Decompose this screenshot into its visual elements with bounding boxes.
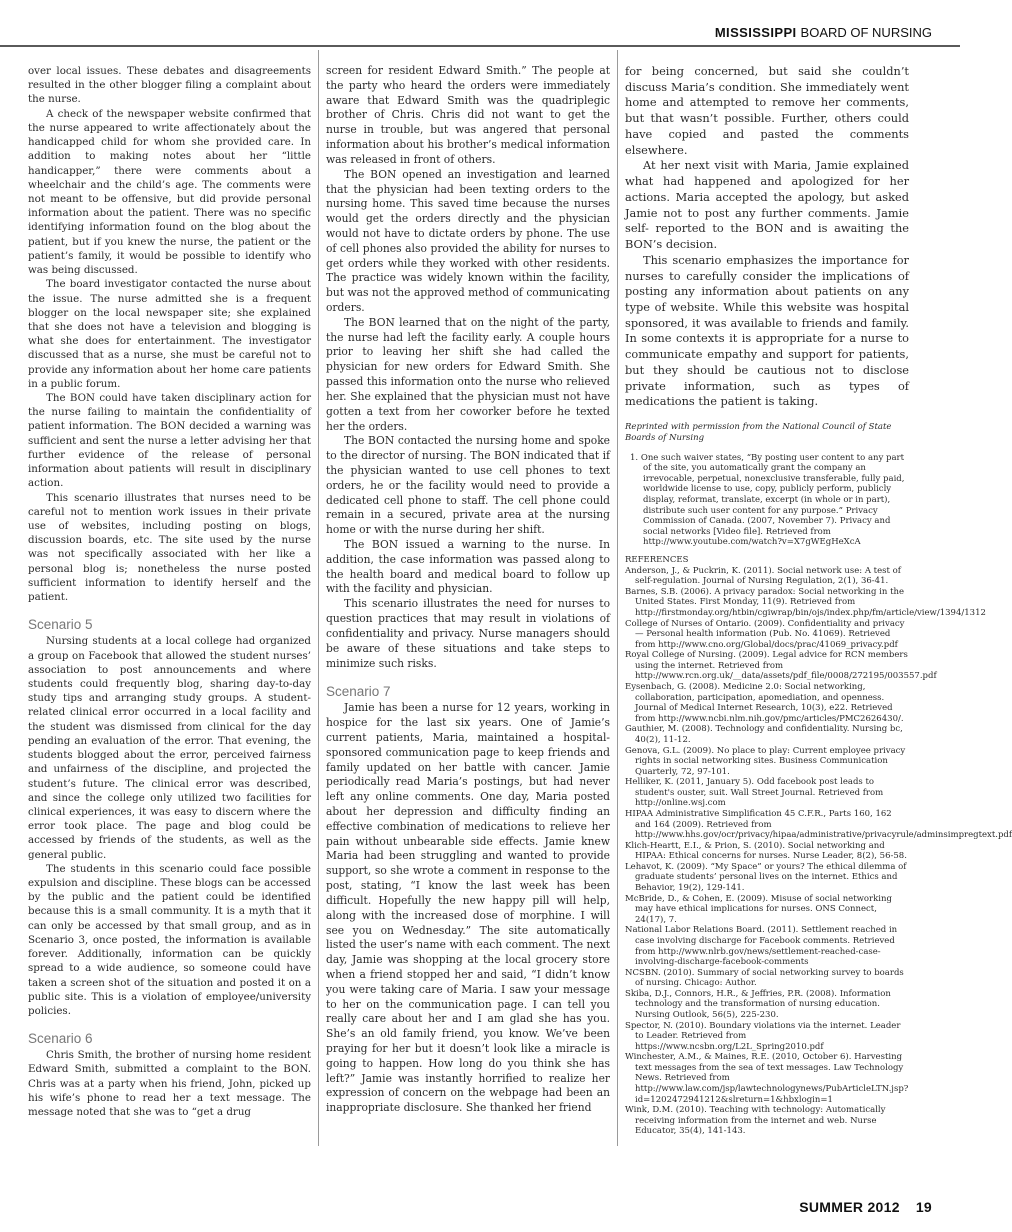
column-3	[625, 64, 1012, 1154]
paragraph: This scenario emphasizes the importance for nurses to carefully consider the implications of posting any information about patients on any type of website. While this website was hospital sponsored, it was available to friends and family. In some contexts it is appropriate for a nurse to communicate empathy and support for patients, but they should be cautious not to disclose private information, such as types of medications the patient is taking.	[625, 252, 909, 409]
reference-item: NCSBN. (2010). Summary of social networking survey to boards of nursing. Chicago: Author.	[625, 967, 904, 989]
reference-item: Genova, G.L. (2009). No place to play: Current employee privacy rights in social networking sites. Business Communication Quarterly, 72, 97-101.	[625, 745, 906, 777]
paragraph: Nursing students at a local college had organized a group on Facebook that allowed the student nurses’ association to post announcements and where students could frequently blog, sharing day-to-day study tips and arranging study groups. A student-related clinical error occurred in a local facility and the student was dismissed from clinical for the day pending an evaluation of the error. That evening, the students blogged about the error, perceived fairness and unfairness of the discipline, and projected the student’s future. The clinical error was described, and since the college only utilized two facilities for clinical experiences, it was easy to discern where the error took place. The page and blog could be accessed by friends of the students, as well as the general public.	[28, 635, 311, 861]
reference-item: College of Nurses of Ontario. (2009). Confidentiality and privacy — Personal health information (Pub. No. 41069). Retrieved from http://www.cno.org/Global/docs/prac/41069_privacy.pdf	[625, 618, 905, 650]
paragraph: This scenario illustrates that nurses need to be careful not to mention work issues in their private use of websites, including posting on blogs, discussion boards, etc. The site used by the nurse was not specifically associated with her like a personal blog is; nonetheless the nurse posted sufficient information to identify herself and the patient.	[28, 491, 311, 604]
paragraph: The BON contacted the nursing home and spoke to the director of nursing. The BON indicated that if the physician wanted to use cell phones to text orders, he or the facility would need to provide a dedicated cell phone to staff. The cell phone could remain in a secured, private area at the nursing home or with the nurse during her shift.	[326, 434, 610, 537]
reference-item: McBride, D., & Cohen, E. (2009). Misuse of social networking may have ethical implications for nurses. ONS Connect, 24(17), 7.	[625, 893, 892, 925]
paragraph: Chris Smith, the brother of nursing home resident Edward Smith, submitted a complaint to the BON. Chris was at a party when his friend, John, picked up his wife’s phone to read her a text message. The message noted that she was to “get a drug	[28, 1049, 311, 1119]
reference-item: Anderson, J., & Puckrin, K. (2011). Social network use: A test of self-regulation. Journal of Nursing Regulation, 2(1), 36-41.	[625, 565, 901, 587]
paragraph: At her next visit with Maria, Jamie explained what had happened and apologized for her actions. Maria accepted the apology, but asked Jamie not to post any further comments. Jamie self- reported to the BON and is awaiting the BON’s decision.	[625, 158, 909, 252]
reference-item: Helliker, K. (2011, January 5). Odd facebook post leads to student's ouster, suit. Wall Street Journal. Retrieved from http://online.wsj.com	[625, 777, 884, 809]
column-1	[28, 64, 311, 1140]
issue-label: SUMMER 2012	[799, 1199, 900, 1215]
publication-title-bold: MISSISSIPPI	[714, 25, 797, 40]
paragraph: The BON issued a warning to the nurse. In addition, the case information was passed along to the health board and medical board to follow up with the facility and physician.	[326, 538, 610, 596]
publication-title-rest: BOARD OF NURSING	[800, 25, 932, 40]
paragraph: The board investigator contacted the nurse about the issue. The nurse admitted she is a frequent blogger on the local newspaper site; she explained that she does not have a television and blogging is what she does for entertainment. The investigator discussed that as a nurse, she must be careful not to provide any information about her home care patients in a public forum.	[28, 278, 311, 390]
reference-item: Gauthier, M. (2008). Technology and confidentiality. Nursing bc, 40(2), 11-12.	[625, 724, 903, 745]
reference-item: Winchester, A.M., & Maines, R.E. (2010, October 6). Harvesting text messages from the sea of text messages. Law Technology News. Retrieved from http://www.law.com/jsp/lawtechnologynews/PubArticleLTN.jsp?id=1202472941212&slreturn=1&hbxlogin=1	[625, 1052, 909, 1105]
column-divider	[617, 50, 618, 1146]
page-number: 19	[915, 1199, 932, 1215]
column-2	[326, 64, 610, 1154]
reference-item: Spector, N. (2010). Boundary violations via the internet. Leader to Leader. Retrieved from https://www.ncsbn.org/L2L_Spring2010.pdf	[625, 1020, 901, 1052]
paragraph: The BON opened an investigation and learned that the physician had been texting orders to the nursing home. This saved time because the nurses would get the orders directly and the physician would not have to dictate orders by phone. The use of cell phones also provided the ability for nurses to get orders while they worked with other residents. The practice was widely known within the facility, but was not the approved method of communicating orders.	[326, 167, 610, 314]
paragraph: Jamie has been a nurse for 12 years, working in hospice for the last six years. One of Jamie’s current patients, Maria, maintained a hospital-sponsored communication page to keep friends and family updated on her battle with cancer. Jamie periodically read Maria’s postings, but had never left any online comments. One day, Maria posted about her depression and difficulty finding an effective combination of medications to relieve her pain without unbearable side effects. Jamie knew Maria had been struggling and wanted to provide support, so she wrote a comment in response to the post, stating, “I know the last week has been difficult. Hopefully the new happy pill will help, along with the increased dose of morphine. I will see you on Wednesday.” The site automatically listed the user’s name with each comment. The next day, Jamie was shopping at the local grocery store when a friend stopped her and said, “I didn’t know you were taking care of Maria. I saw your message to her on the communication page. I can tell you really care about her and I am glad she has you. She’s an old family friend, you know. We’ve been praying for her but it doesn’t look like a miracle is going to happen. How long do you think she has left?” Jamie was instantly horrified to realize her expression of concern on the webpage had been an inappropriate disclosure. She thanked her friend	[326, 701, 610, 1115]
column-divider	[318, 50, 319, 1146]
page-header	[0, 0, 960, 48]
paragraph: screen for resident Edward Smith.” The people at the party who heard the orders were immediately aware that Edward Smith was the quadriplegic brother of Chris. Chris did not want to get the nurse in trouble, but was angered that personal information about his brother’s medical information was released in front of others.	[326, 64, 610, 166]
publication-title	[715, 25, 932, 40]
reference-item: Barnes, S.B. (2006). A privacy paradox: Social networking in the United States. First Monday, 11(9). Retrieved from http://firstmonday.org/htbin/cgiwrap/bin/ojs/index.php/fm/article/view/1394/1312	[625, 586, 986, 619]
paragraph: for being concerned, but said she couldn’t discuss Maria’s condition. She immediately went home and attempted to remove her comments, but that wasn’t possible. Further, others could have copied and pasted the comments elsewhere.	[625, 64, 909, 157]
reference-item: Royal College of Nursing. (2009). Legal advice for RCN members using the internet. Retrieved from http://www.rcn.org.uk/__data/assets/pdf_file/0008/272195/003557.pdf	[625, 650, 937, 682]
reprint-credit: Reprinted with permission from the National Council of State Boards of Nursing	[625, 422, 892, 443]
footnote: 1. One such waiver states, “By posting user content to any part of the site, you automatically grant the company an irrevocable, perpetual, nonexclusive transferable, fully paid, worldwide license to use, copy, publicly perform, publicly display, reformat, translate, excerpt (in whole or in part), distribute such user content for any purpose.” Privacy Commission of Canada. (2007, November 7). Privacy and social networks [Video file]. Retrieved from http://www.youtube.com/watch?v=X7gWEgHeXcA	[630, 452, 905, 548]
paragraph: This scenario illustrates the need for nurses to question practices that may result in violations of confidentiality and privacy. Nurse managers should be aware of these situations and take steps to minimize such risks.	[326, 597, 610, 670]
page-footer	[799, 1199, 932, 1215]
reference-item: HIPAA Administrative Simplification 45 C.F.R., Parts 160, 162 and 164 (2009). Retrieved from http://www.hhs.gov/ocr/privacy/hipaa/administrative/privacyrule/adminsimpregtext.pdf	[625, 809, 1012, 841]
paragraph: The BON could have taken disciplinary action for the nurse failing to maintain the confidentiality of patient information. The BON decided a warning was sufficient and sent the nurse a letter advising her that further evidence of the release of personal information about patients will result in disciplinary action.	[28, 392, 311, 490]
reference-item: Skiba, D.J., Connors, H.R., & Jeffries, P.R. (2008). Information technology and the transformation of nursing education. Nursing Outlook, 56(5), 225-230.	[625, 988, 891, 1020]
reference-item: Wink, D.M. (2010). Teaching with technology: Automatically receiving information from the internet and web. Nurse Educator, 35(4), 141-143.	[625, 1105, 886, 1137]
header-rule	[0, 45, 960, 47]
reference-item: National Labor Relations Board. (2011). Settlement reached in case involving discharge for Facebook comments. Retrieved from http://www.nlrb.gov/news/settlement-reached-case-involving-discharge-facebook-comments	[625, 925, 898, 968]
paragraph: The students in this scenario could face possible expulsion and discipline. These blogs can be accessed by the public and the patient could be identified because this is a small community. It is a myth that it can only be accessed by that small group, and as in Scenario 3, once posted, the information is available forever. Additionally, information can be quickly spread to a wide audience, so someone could have taken a screen shot of the situation and posted it on a public site. This is a violation of employee/university policies.	[28, 862, 311, 1017]
paragraph: A check of the newspaper website confirmed that the nurse appeared to write affectionately about the handicapped child for whom she provided care. In addition to making notes about her “little handicapper,” there were comments about a wheelchair and the child’s age. The comments were not meant to be offensive, but did provide personal information about the patient. There was no specific identifying information found on the blog about the patient, but if you knew the nurse, the patient or the patient’s family, it would be possible to identify who was being discussed.	[28, 107, 311, 277]
references-list	[625, 565, 1012, 1137]
reference-item: Eysenbach, G. (2008). Medicine 2.0: Social networking, collaboration, participation, apomediation, and openness. Journal of Medical Internet Research, 10(3), e22. Retrieved from http://www.ncbi.nlm.nih.gov/pmc/articles/PMC2626430/.	[625, 682, 904, 724]
scenario-7-heading: Scenario 7	[326, 684, 391, 700]
paragraph: over local issues. These debates and disagreements resulted in the other blogger filing a complaint about the nurse.	[28, 65, 311, 106]
scenario-5-heading: Scenario 5	[28, 617, 93, 633]
reference-item: Lehavot, K. (2009). “My Space” or yours? The ethical dilemma of graduate students’ personal lives on the internet. Ethics and Behavior, 19(2), 129-141.	[625, 861, 907, 894]
scenario-6-heading: Scenario 6	[28, 1031, 93, 1047]
reference-item: Klich-Heartt, E.I., & Prion, S. (2010). Social networking and HIPAA: Ethical concerns for nurses. Nurse Leader, 8(2), 56-58.	[625, 840, 907, 862]
references-title: REFERENCES	[625, 554, 689, 565]
paragraph: The BON learned that on the night of the party, the nurse had left the facility early. A couple hours prior to leaving her shift she had called the physician for new orders for Edward Smith. She passed this information onto the nurse who relieved her. She explained that the physician must not have gotten a text from her coworker before he texted her the orders.	[326, 315, 610, 433]
